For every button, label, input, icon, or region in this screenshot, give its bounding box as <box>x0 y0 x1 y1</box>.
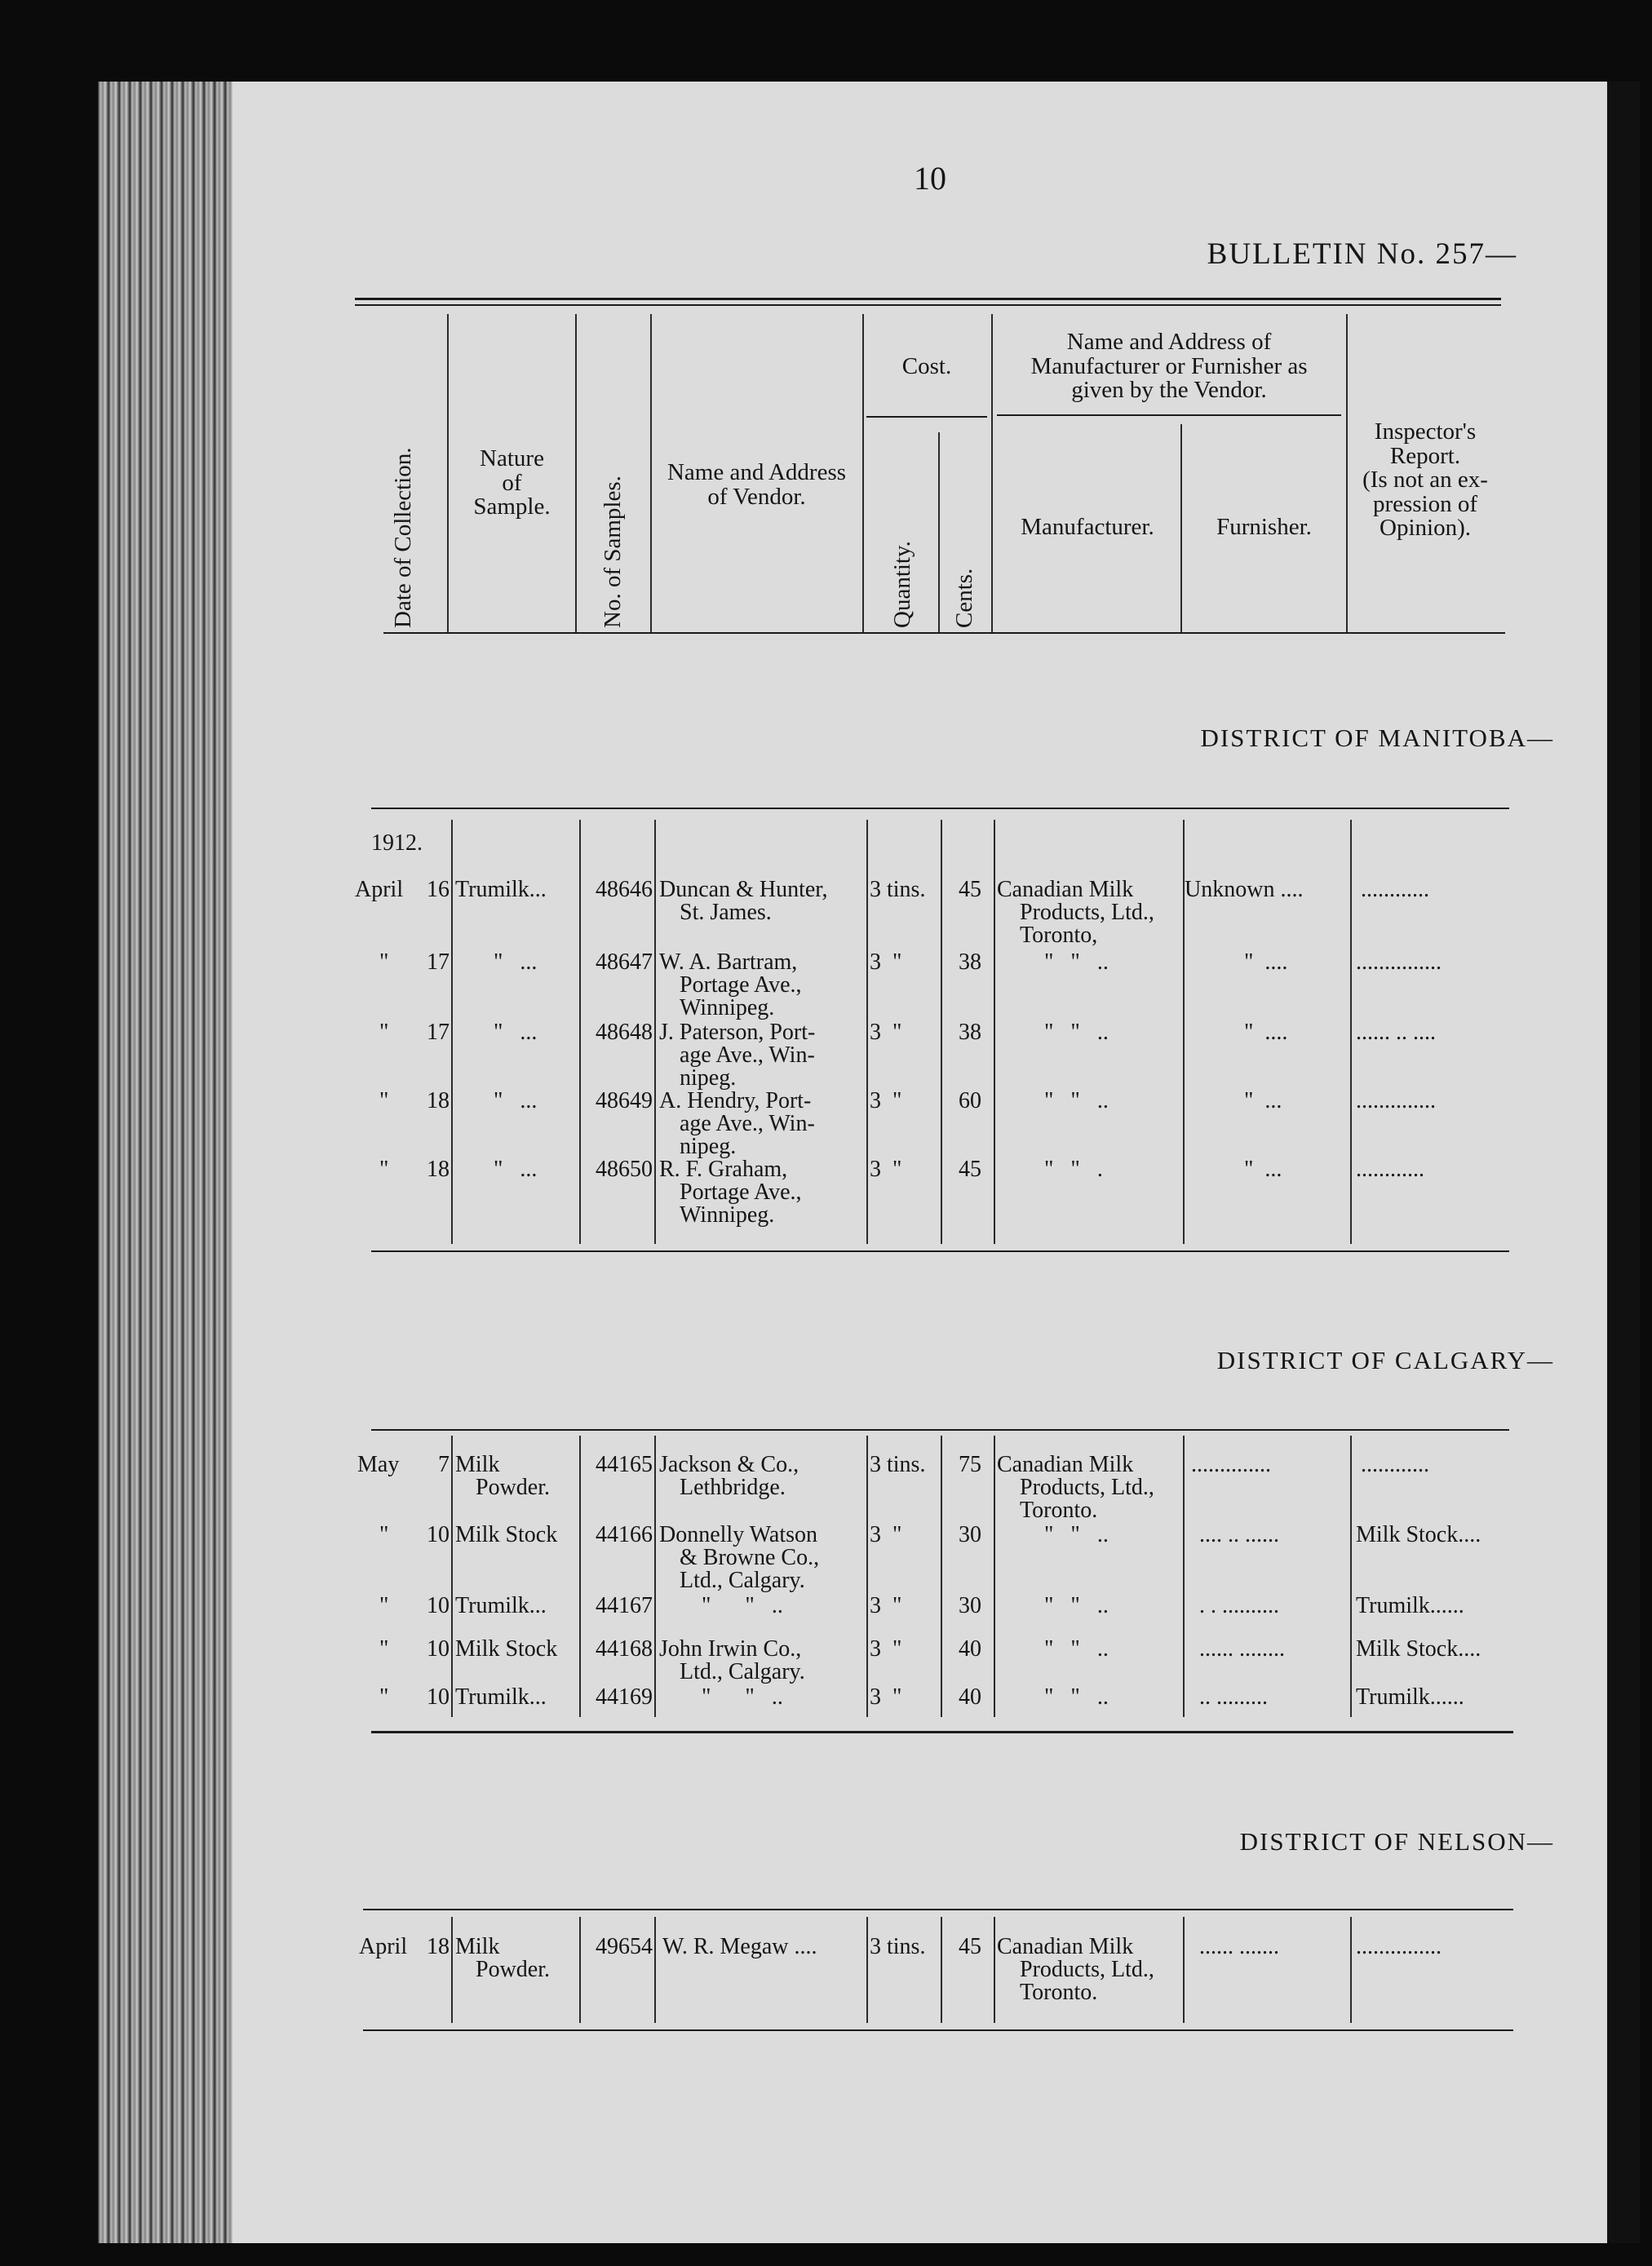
row-month: April <box>359 1934 408 1959</box>
row-sample: 48650 <box>596 1157 653 1182</box>
body-col-line <box>994 820 995 1244</box>
row-manufacturer: " " .. <box>1044 1684 1109 1710</box>
header-samples: No. of Samples. <box>600 476 626 628</box>
row-furnisher: .... .. ...... <box>1199 1522 1279 1547</box>
row-nature: " ... <box>494 1020 538 1045</box>
row-furnisher: .. ......... <box>1199 1684 1268 1710</box>
body-col-line <box>994 1436 995 1717</box>
row-day: 10 <box>427 1684 450 1710</box>
row-sample: 44165 <box>596 1452 653 1477</box>
district-bottom-rule <box>371 1731 1513 1733</box>
district-heading-manitoba: DISTRICT OF MANITOBA— <box>1200 724 1554 752</box>
row-quantity: 3 " <box>870 1593 902 1618</box>
body-col-line <box>1350 1436 1352 1717</box>
row-cents: 40 <box>959 1684 981 1710</box>
row-month: " <box>379 1157 389 1182</box>
row-vendor: Jackson & Co., Lethbridge. <box>659 1452 799 1500</box>
row-manufacturer: Canadian Milk Products, Ltd., Toronto, <box>997 877 1154 948</box>
row-vendor: R. F. Graham, Portage Ave., Winnipeg. <box>659 1157 802 1228</box>
row-month: " <box>379 949 389 975</box>
row-day: 7 <box>438 1452 450 1477</box>
row-day: 10 <box>427 1593 450 1618</box>
row-furnisher: ...... ........ <box>1199 1636 1285 1662</box>
row-nature: " ... <box>494 1157 538 1182</box>
cost-subrule <box>866 416 987 418</box>
row-quantity: 3 " <box>870 1636 902 1662</box>
header-inspector-report: Inspector's Report. (Is not an ex- pression of Opinion). <box>1362 418 1488 542</box>
body-col-line <box>1183 1917 1185 2023</box>
row-cents: 45 <box>959 877 981 902</box>
row-quantity: 3 " <box>870 1684 902 1710</box>
body-col-line <box>451 820 453 1244</box>
row-day: 17 <box>427 1020 450 1045</box>
row-day: 18 <box>427 1934 450 1959</box>
body-col-line <box>941 1917 942 2023</box>
header-vendor: Name and Address of Vendor. <box>667 459 847 510</box>
row-report: ............ <box>1356 1157 1424 1182</box>
row-quantity: 3 tins. <box>870 877 926 902</box>
row-sample: 44167 <box>596 1593 653 1618</box>
row-quantity: 3 tins. <box>870 1452 926 1477</box>
row-cents: 45 <box>959 1934 981 1959</box>
row-day: 10 <box>427 1636 450 1662</box>
row-quantity: 3 " <box>870 949 902 975</box>
book-page-edges <box>98 82 237 2243</box>
body-col-line <box>451 1917 453 2023</box>
row-cents: 40 <box>959 1636 981 1662</box>
header-col-line <box>991 314 993 632</box>
body-col-line <box>579 1436 581 1717</box>
row-report: ............... <box>1356 949 1442 975</box>
body-col-line <box>994 1917 995 2023</box>
row-furnisher: Unknown .... <box>1185 877 1304 902</box>
row-cents: 30 <box>959 1593 981 1618</box>
manufacturer-subrule <box>997 414 1341 416</box>
row-manufacturer: " " . <box>1044 1157 1103 1182</box>
row-quantity: 3 " <box>870 1088 902 1113</box>
row-day: 16 <box>427 877 450 902</box>
row-furnisher: . . .......... <box>1199 1593 1279 1618</box>
row-vendor: J. Paterson, Port- age Ave., Win- nipeg. <box>659 1020 816 1091</box>
row-manufacturer: " " .. <box>1044 949 1109 975</box>
row-vendor: W. A. Bartram, Portage Ave., Winnipeg. <box>659 949 802 1020</box>
row-month: " <box>379 1088 389 1113</box>
body-col-line <box>866 1436 868 1717</box>
header-top-rule-2 <box>355 304 1501 306</box>
row-nature: Milk Stock <box>455 1522 558 1547</box>
body-col-line <box>1350 820 1352 1244</box>
district-top-rule <box>371 1429 1509 1431</box>
row-report: Trumilk...... <box>1356 1593 1464 1618</box>
row-furnisher: " ... <box>1244 1088 1282 1113</box>
row-day: 10 <box>427 1522 450 1547</box>
row-nature: " ... <box>494 1088 538 1113</box>
row-day: 17 <box>427 949 450 975</box>
row-manufacturer: Canadian Milk Products, Ltd., Toronto. <box>997 1452 1154 1523</box>
district-heading-nelson: DISTRICT OF NELSON— <box>1239 1827 1554 1856</box>
row-quantity: 3 tins. <box>870 1934 926 1959</box>
row-month: April <box>355 877 404 902</box>
row-vendor: A. Hendry, Port- age Ave., Win- nipeg. <box>659 1088 815 1159</box>
row-nature: Milk Powder. <box>455 1452 550 1500</box>
body-col-line <box>579 1917 581 2023</box>
body-col-line <box>866 1917 868 2023</box>
header-col-line <box>1180 424 1182 632</box>
row-month: " <box>379 1684 389 1710</box>
body-col-line <box>451 1436 453 1717</box>
district-bottom-rule <box>371 1250 1509 1252</box>
row-month: " <box>379 1020 389 1045</box>
row-quantity: 3 " <box>870 1020 902 1045</box>
header-col-line <box>447 314 449 632</box>
row-vendor: John Irwin Co., Ltd., Calgary. <box>659 1636 805 1684</box>
row-sample: 49654 <box>596 1934 653 1959</box>
header-nature: Nature of Sample. <box>473 445 551 520</box>
row-sample: 44168 <box>596 1636 653 1662</box>
body-col-line <box>1350 1917 1352 2023</box>
table-bottom-rule <box>363 2029 1513 2031</box>
row-report: .............. <box>1356 1088 1436 1113</box>
row-month: " <box>379 1522 389 1547</box>
row-nature: Trumilk... <box>455 1684 547 1710</box>
row-sample: 48649 <box>596 1088 653 1113</box>
header-manufacturer-group: Name and Address of Manufacturer or Furnisher as given by the Vendor. <box>1030 329 1308 404</box>
row-report: Milk Stock.... <box>1356 1522 1481 1547</box>
row-cents: 38 <box>959 1020 981 1045</box>
header-col-line <box>650 314 652 632</box>
row-report: ............ <box>1361 877 1429 902</box>
row-furnisher: ...... ....... <box>1199 1934 1279 1959</box>
page-number: 10 <box>914 160 946 197</box>
row-manufacturer: " " .. <box>1044 1020 1109 1045</box>
row-cents: 60 <box>959 1088 981 1113</box>
row-furnisher: .............. <box>1191 1452 1271 1477</box>
book-binding-shadow <box>1607 82 1640 2243</box>
row-sample: 44166 <box>596 1522 653 1547</box>
body-col-line <box>654 1917 656 2023</box>
body-col-line <box>654 820 656 1244</box>
row-nature: Milk Stock <box>455 1636 558 1662</box>
row-sample: 44169 <box>596 1684 653 1710</box>
district-heading-calgary: DISTRICT OF CALGARY— <box>1216 1346 1554 1374</box>
row-nature: Milk Powder. <box>455 1934 550 1982</box>
row-quantity: 3 " <box>870 1157 902 1182</box>
row-report: ............... <box>1356 1934 1442 1959</box>
row-nature: Trumilk... <box>455 1593 547 1618</box>
header-quantity: Quantity. <box>889 541 915 628</box>
row-quantity: 3 " <box>870 1522 902 1547</box>
row-report: ............ <box>1361 1452 1429 1477</box>
header-manufacturer: Manufacturer. <box>1021 514 1154 540</box>
row-cents: 38 <box>959 949 981 975</box>
header-top-rule <box>355 298 1501 300</box>
body-col-line <box>941 1436 942 1717</box>
row-sample: 48647 <box>596 949 653 975</box>
row-furnisher: " .... <box>1244 949 1288 975</box>
row-manufacturer: " " .. <box>1044 1088 1109 1113</box>
row-sample: 48648 <box>596 1020 653 1045</box>
row-manufacturer: Canadian Milk Products, Ltd., Toronto. <box>997 1934 1154 2005</box>
header-col-line <box>938 432 940 632</box>
header-col-line <box>862 314 864 632</box>
header-col-line <box>575 314 577 632</box>
row-day: 18 <box>427 1157 450 1182</box>
body-col-line <box>866 820 868 1244</box>
row-vendor: " " .. <box>702 1684 783 1710</box>
row-report: Milk Stock.... <box>1356 1636 1481 1662</box>
row-vendor: W. R. Megaw .... <box>662 1934 817 1959</box>
header-furnisher: Furnisher. <box>1216 514 1312 540</box>
header-cost: Cost. <box>901 353 952 379</box>
year-label: 1912. <box>371 830 423 856</box>
row-manufacturer: " " .. <box>1044 1636 1109 1662</box>
row-sample: 48646 <box>596 877 653 902</box>
row-furnisher: " .... <box>1244 1020 1288 1045</box>
bulletin-title: BULLETIN No. 257— <box>1207 237 1517 271</box>
row-furnisher: " ... <box>1244 1157 1282 1182</box>
row-nature: " ... <box>494 949 538 975</box>
row-vendor: " " .. <box>702 1593 783 1618</box>
row-month: " <box>379 1636 389 1662</box>
header-date: Date of Collection. <box>390 447 416 628</box>
row-day: 18 <box>427 1088 450 1113</box>
district-top-rule <box>371 808 1509 809</box>
body-col-line <box>654 1436 656 1717</box>
row-cents: 30 <box>959 1522 981 1547</box>
row-vendor: Donnelly Watson & Browne Co., Ltd., Calgary. <box>659 1522 820 1593</box>
row-report: ...... .. .... <box>1356 1020 1436 1045</box>
row-report: Trumilk...... <box>1356 1684 1464 1710</box>
body-col-line <box>1183 1436 1185 1717</box>
row-cents: 75 <box>959 1452 981 1477</box>
row-vendor: Duncan & Hunter, St. James. <box>659 877 828 925</box>
row-manufacturer: " " .. <box>1044 1522 1109 1547</box>
header-cents: Cents. <box>951 568 977 628</box>
header-bottom-rule <box>383 632 1505 634</box>
district-top-rule <box>363 1909 1513 1910</box>
row-manufacturer: " " .. <box>1044 1593 1109 1618</box>
row-nature: Trumilk... <box>455 877 547 902</box>
row-month: May <box>357 1452 400 1477</box>
row-cents: 45 <box>959 1157 981 1182</box>
row-month: " <box>379 1593 389 1618</box>
